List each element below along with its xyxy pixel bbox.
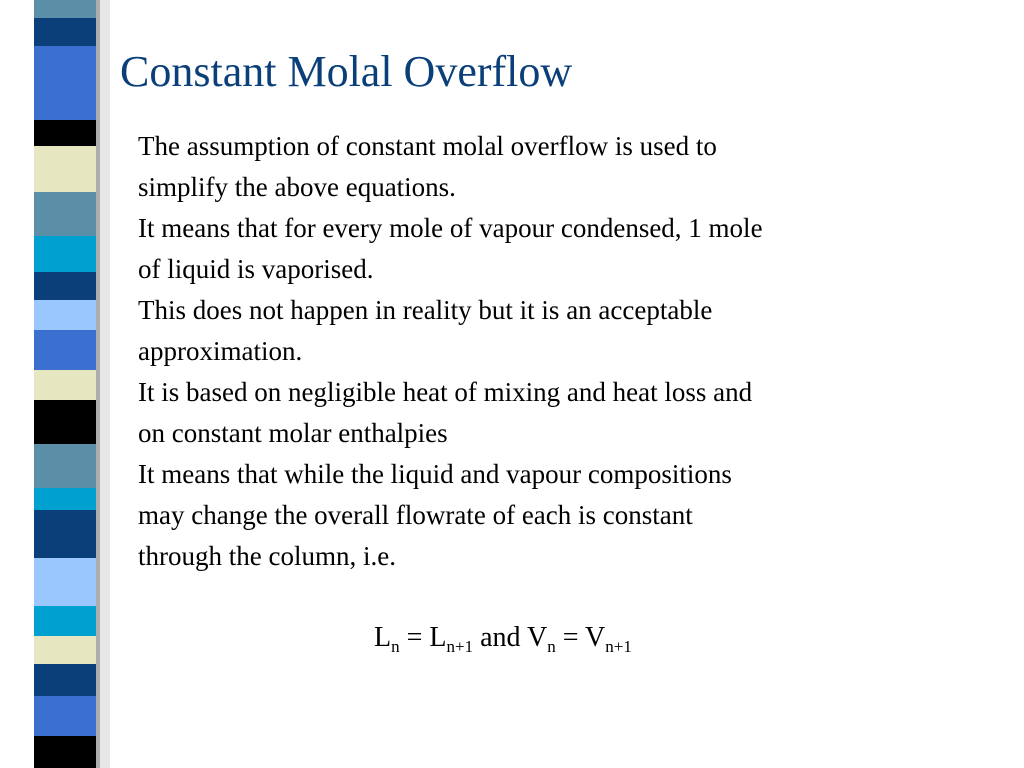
stripe-block bbox=[34, 510, 98, 558]
equation-subscript: n bbox=[547, 637, 556, 656]
stripe-block bbox=[34, 736, 98, 768]
stripe-block bbox=[34, 606, 98, 636]
stripe-block bbox=[34, 664, 98, 696]
body-line: on constant molar enthalpies bbox=[138, 418, 448, 448]
equation-part: = L bbox=[399, 622, 447, 653]
equation-part: = V bbox=[555, 622, 606, 653]
body-line: The assumption of constant molal overflow is used to bbox=[138, 131, 717, 161]
stripe-block bbox=[34, 558, 98, 606]
stripe-block bbox=[34, 400, 98, 444]
body-line: may change the overall flowrate of each is constant bbox=[138, 500, 693, 530]
stripe-block bbox=[34, 300, 98, 330]
stripe-block bbox=[34, 0, 98, 18]
slide-title: Constant Molal Overflow bbox=[120, 47, 573, 96]
stripe-block bbox=[34, 444, 98, 488]
decorative-stripe-bar bbox=[0, 0, 120, 768]
stripe-block bbox=[34, 146, 98, 192]
body-line: It means that for every mole of vapour condensed, 1 mole bbox=[138, 213, 763, 243]
body-line: simplify the above equations. bbox=[138, 172, 456, 202]
body-line: through the column, i.e. bbox=[138, 541, 396, 571]
body-line: approximation. bbox=[138, 336, 303, 366]
stripe-block bbox=[34, 636, 98, 664]
stripe-block bbox=[34, 370, 98, 400]
equation-subscript: n+1 bbox=[605, 637, 632, 656]
equation-part: and V bbox=[473, 622, 548, 653]
body-line: This does not happen in reality but it is an acceptable bbox=[138, 295, 713, 325]
equation-subscript: n bbox=[391, 637, 400, 656]
stripe-block bbox=[34, 488, 98, 510]
stripe-block bbox=[34, 120, 98, 146]
stripe-block bbox=[34, 696, 98, 736]
stripe-block bbox=[34, 76, 98, 120]
stripe-block bbox=[34, 330, 98, 370]
stripe-block bbox=[34, 192, 98, 236]
slide-body bbox=[138, 126, 938, 577]
body-line: It is based on negligible heat of mixing and heat loss and bbox=[138, 377, 753, 407]
body-line: of liquid is vaporised. bbox=[138, 254, 374, 284]
stripe-block bbox=[34, 18, 98, 46]
stripe-block bbox=[34, 236, 98, 272]
equation-subscript: n+1 bbox=[446, 637, 474, 656]
stripe-block bbox=[34, 272, 98, 300]
body-line: It means that while the liquid and vapour compositions bbox=[138, 459, 732, 489]
stripe-block bbox=[34, 46, 98, 76]
flow-equation bbox=[374, 618, 632, 658]
equation-L: L bbox=[374, 622, 392, 653]
